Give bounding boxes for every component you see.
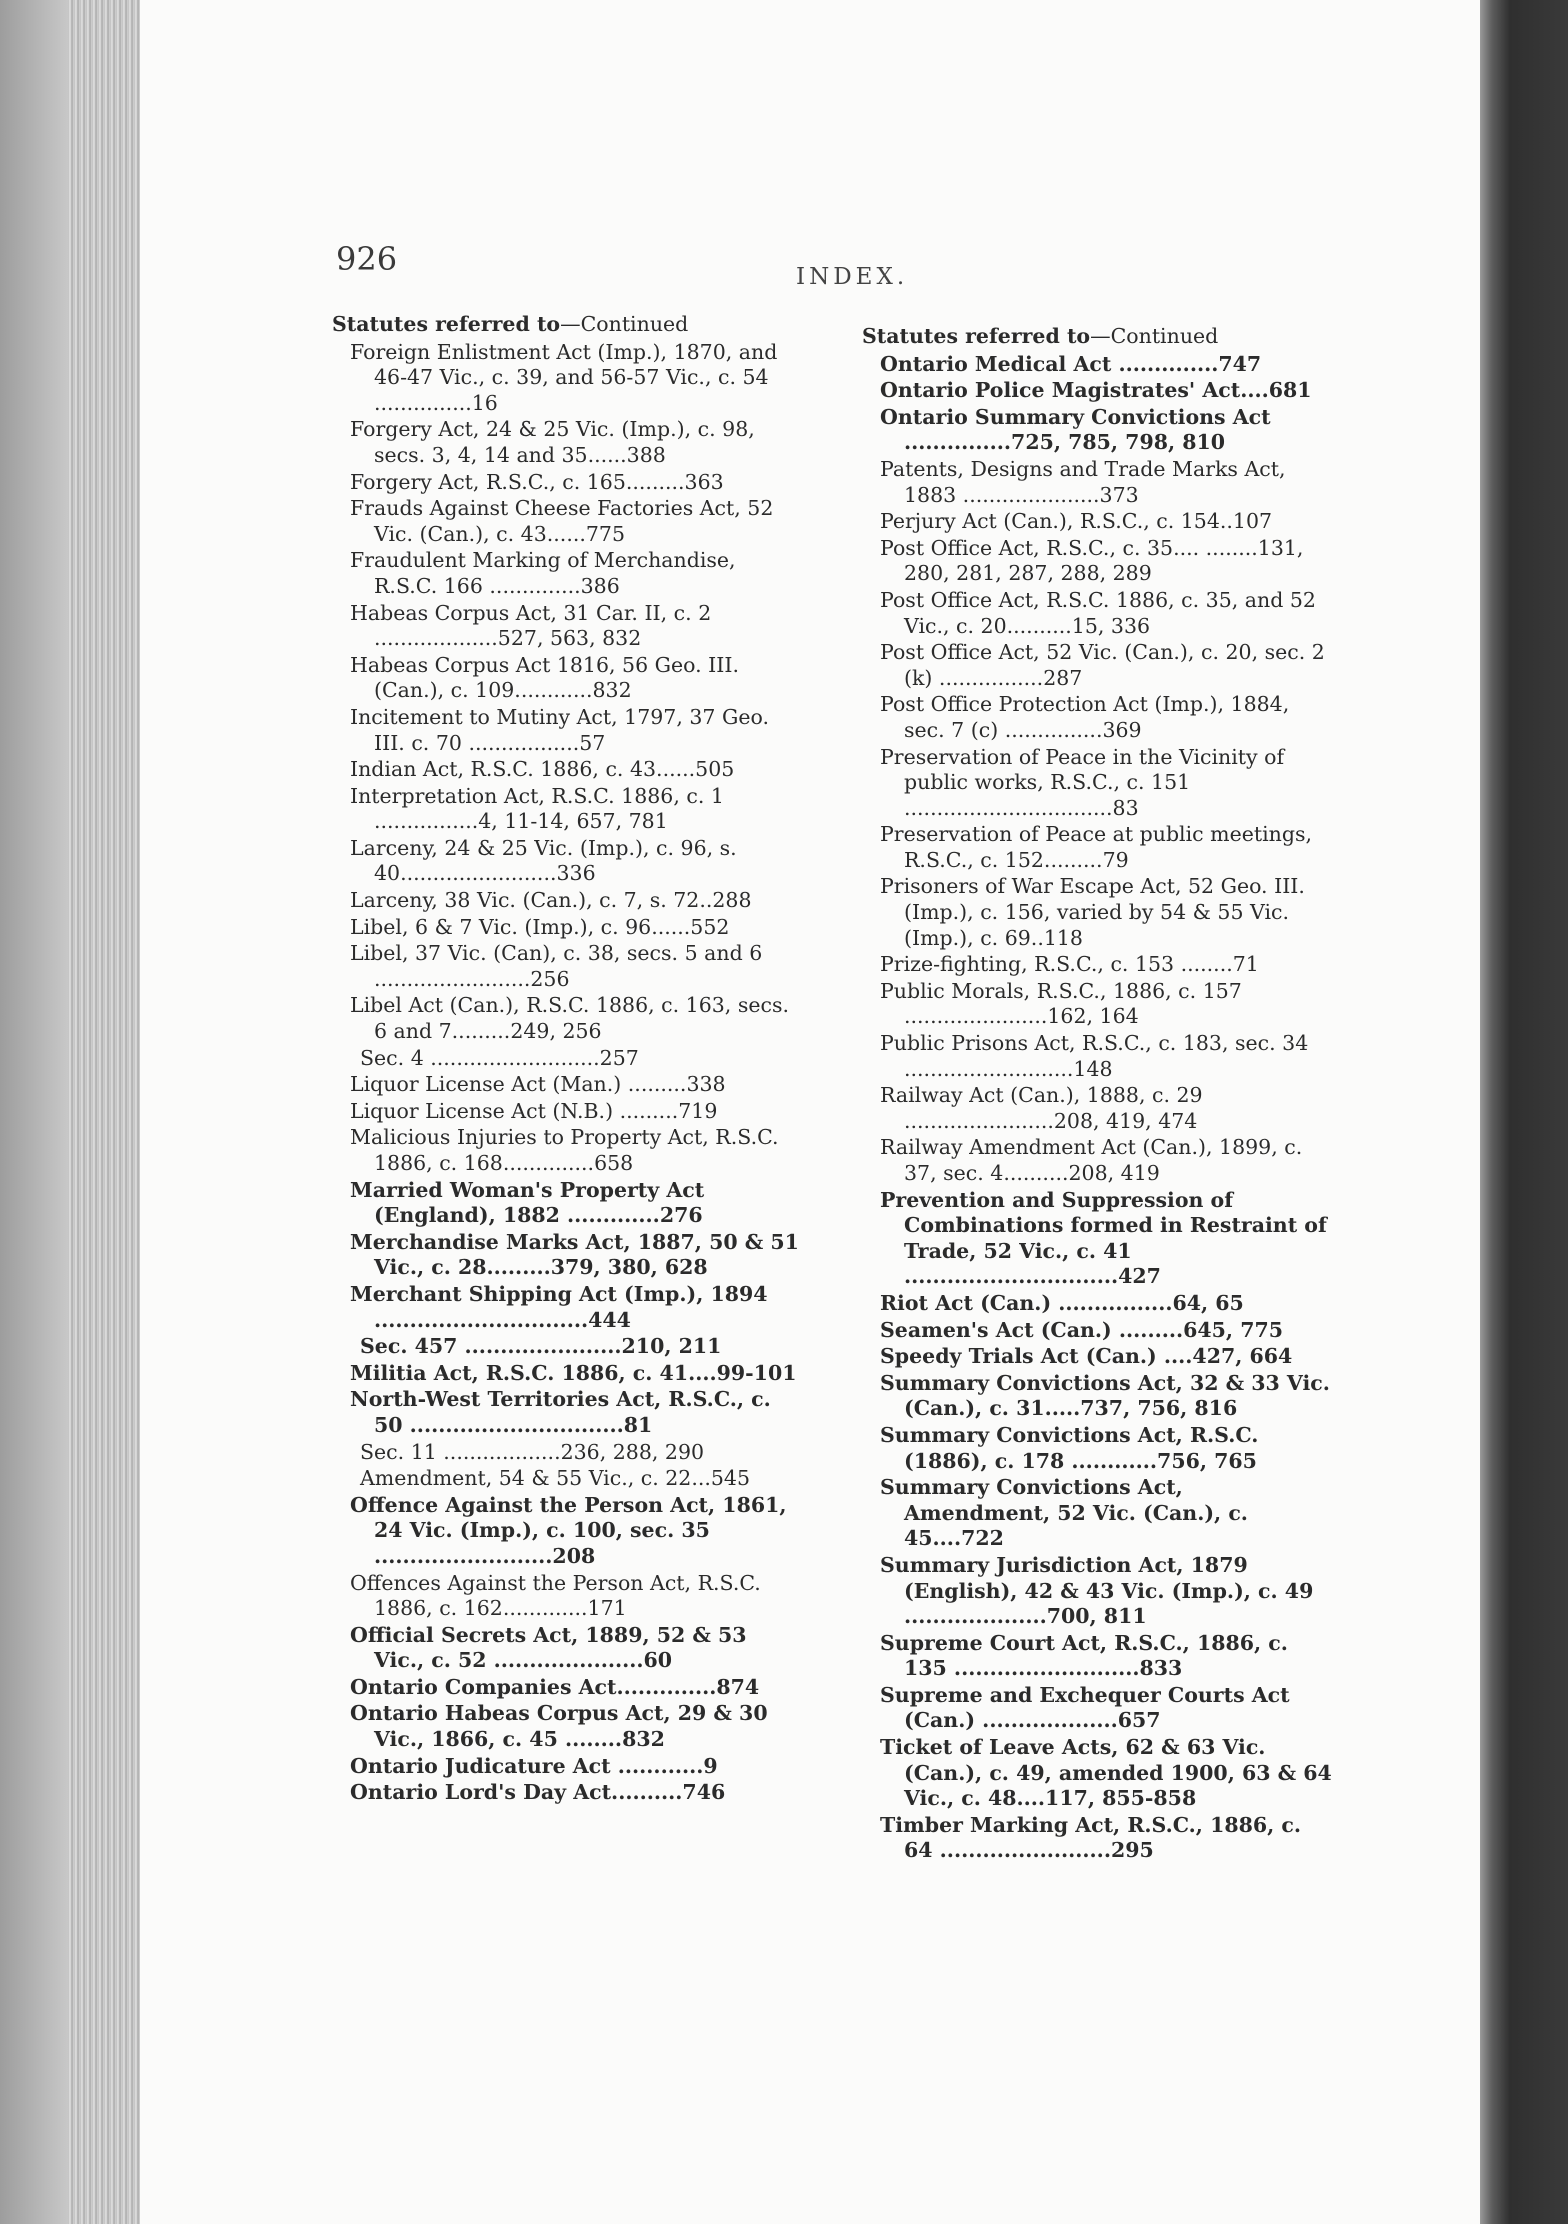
index-entry: Ontario Police Magistrates' Act....681 (880, 378, 1312, 403)
index-entry: Prize-fighting, R.S.C., c. 153 ........71 (880, 952, 1259, 977)
index-entry: Prevention and Suppression of Combinations formed in Restraint of Trade, 52 Vic., c. 41 ..............................427 (880, 1187, 1327, 1289)
index-entry: Merchandise Marks Act, 1887, 50 & 51 Vic., c. 28.........379, 380, 628 (350, 1229, 799, 1280)
index-entry: Ontario Lord's Day Act..........746 (350, 1780, 726, 1805)
index-subentry: Sec. 4 ..........................257 (360, 1045, 639, 1070)
index-entry: Preservation of Peace at public meetings, R.S.C., c. 152.........79 (880, 822, 1313, 872)
index-entry: Summary Convictions Act, 32 & 33 Vic. (Can.), c. 31.....737, 756, 816 (880, 1370, 1330, 1421)
index-entry: Post Office Act, R.S.C. 1886, c. 35, and 52 Vic., c. 20..........15, 336 (880, 587, 1316, 638)
index-entry: Militia Act, R.S.C. 1886, c. 41....99-101 (350, 1360, 797, 1385)
index-entry: Liquor License Act (Man.) .........338 (350, 1072, 726, 1097)
column-heading-continued: —Continued (1090, 324, 1219, 348)
index-entry: Married Woman's Property Act (England), 1882 .............276 (350, 1177, 705, 1228)
index-entry: Post Office Protection Act (Imp.), 1884, sec. 7 (c) ...............369 (880, 692, 1290, 742)
index-entry: Habeas Corpus Act 1816, 56 Geo. III. (Can.), c. 109............832 (350, 652, 739, 703)
index-entry: Public Morals, R.S.C., 1886, c. 157 ......................162, 164 (880, 978, 1242, 1029)
index-subentry: Amendment, 54 & 55 Vic., c. 22...545 (360, 1466, 751, 1491)
index-entry: Ticket of Leave Acts, 62 & 63 Vic. (Can.), c. 49, amended 1900, 63 & 64 Vic., c. 48....117, 855-858 (880, 1735, 1332, 1811)
index-entry: Preservation of Peace in the Vicinity of public works, R.S.C., c. 151 ................................83 (880, 744, 1285, 820)
index-entry: Post Office Act, R.S.C., c. 35.... ........131, 280, 281, 287, 288, 289 (880, 535, 1304, 586)
index-entry: Incitement to Mutiny Act, 1797, 37 Geo. III. c. 70 .................57 (350, 704, 769, 755)
index-entry: Ontario Judicature Act ............9 (350, 1753, 718, 1778)
index-entry: Prisoners of War Escape Act, 52 Geo. III. (Imp.), c. 156, varied by 54 & 55 Vic. (Imp.), c. 69..118 (880, 874, 1305, 950)
index-entry: Merchant Shipping Act (Imp.), 1894 ..............................444 (350, 1281, 768, 1332)
index-entry: Public Prisons Act, R.S.C., c. 183, sec. 34 ..........................148 (880, 1031, 1309, 1081)
index-entry: Libel, 6 & 7 Vic. (Imp.), c. 96......552 (350, 914, 730, 939)
column-heading (332, 312, 802, 338)
index-entry: Libel Act (Can.), R.S.C. 1886, c. 163, secs. 6 and 7.........249, 256 (350, 993, 790, 1044)
index-entry: Ontario Habeas Corpus Act, 29 & 30 Vic., 1866, c. 45 ........832 (350, 1701, 768, 1752)
index-entry: Supreme and Exchequer Courts Act (Can.) ...................657 (880, 1682, 1290, 1733)
index-entry: Larceny, 38 Vic. (Can.), c. 7, s. 72..288 (350, 888, 752, 913)
index-column-left (332, 312, 802, 1807)
index-entry: Liquor License Act (N.B.) .........719 (350, 1098, 718, 1123)
book-spine-edge (0, 0, 70, 2224)
index-subentry: Sec. 11 ..................236, 288, 290 (360, 1439, 705, 1464)
index-entry: Larceny, 24 & 25 Vic. (Imp.), c. 96, s. 40........................336 (350, 835, 737, 886)
running-head: INDEX. (796, 264, 909, 290)
index-entry: Ontario Medical Act ..............747 (880, 351, 1262, 376)
index-entry: Forgery Act, R.S.C., c. 165.........363 (350, 469, 724, 494)
index-entry: Indian Act, R.S.C. 1886, c. 43......505 (350, 757, 735, 782)
index-entry: Post Office Act, 52 Vic. (Can.), c. 20, sec. 2 (k) ................287 (880, 640, 1325, 690)
page-number: 926 (336, 240, 398, 278)
index-entry: Fraudulent Marking of Merchandise, R.S.C. 166 ..............386 (350, 548, 736, 598)
index-entry: Ontario Companies Act..............874 (350, 1674, 760, 1699)
index-entry: Offences Against the Person Act, R.S.C. 1886, c. 162.............171 (350, 1570, 761, 1621)
index-entry: Offence Against the Person Act, 1861, 24 Vic. (Imp.), c. 100, sec. 35 .........................208 (350, 1492, 787, 1568)
index-entry: Habeas Corpus Act, 31 Car. II, c. 2 ...................527, 563, 832 (350, 600, 712, 651)
index-entry: Interpretation Act, R.S.C. 1886, c. 1 ................4, 11-14, 657, 781 (350, 783, 724, 834)
index-entry: Summary Convictions Act, R.S.C. (1886), c. 178 ............756, 765 (880, 1422, 1259, 1473)
index-entry: Malicious Injuries to Property Act, R.S.C. 1886, c. 168..............658 (350, 1125, 779, 1175)
column-heading-text: Statutes referred to (332, 312, 561, 336)
index-entry: Libel, 37 Vic. (Can), c. 38, secs. 5 and 6 ........................256 (350, 941, 763, 991)
index-entry: Supreme Court Act, R.S.C., 1886, c. 135 ..........................833 (880, 1630, 1288, 1681)
index-entry: Railway Act (Can.), 1888, c. 29 .......................208, 419, 474 (880, 1083, 1203, 1133)
index-entry: Foreign Enlistment Act (Imp.), 1870, and 46-47 Vic., c. 39, and 56-57 Vic., c. 54 ...............16 (350, 339, 778, 415)
index-entry: Summary Jurisdiction Act, 1879 (English), 42 & 43 Vic. (Imp.), c. 49 ....................700, 811 (880, 1552, 1314, 1629)
index-entry: Speedy Trials Act (Can.) ....427, 664 (880, 1344, 1293, 1369)
index-entry: Riot Act (Can.) ................64, 65 (880, 1290, 1244, 1315)
index-entry: Official Secrets Act, 1889, 52 & 53 Vic., c. 52 .....................60 (350, 1622, 747, 1673)
index-subentry: Sec. 457 ......................210, 211 (360, 1334, 722, 1359)
column-heading-text: Statutes referred to (862, 324, 1091, 348)
index-entry: Patents, Designs and Trade Marks Act, 1883 .....................373 (880, 456, 1286, 507)
column-heading-continued: —Continued (560, 312, 689, 336)
index-entry: Summary Convictions Act, Amendment, 52 Vic. (Can.), c. 45....722 (880, 1475, 1248, 1551)
column-heading (862, 324, 1332, 350)
index-entry: Frauds Against Cheese Factories Act, 52 Vic. (Can.), c. 43......775 (350, 496, 774, 546)
index-entry: Ontario Summary Convictions Act ...............725, 785, 798, 810 (880, 404, 1271, 455)
page-stack-edge (68, 0, 150, 2224)
index-entry: Railway Amendment Act (Can.), 1899, c. 37, sec. 4..........208, 419 (880, 1135, 1303, 1185)
index-entry: North-West Territories Act, R.S.C., c. 50 ..............................81 (350, 1387, 771, 1437)
index-entry: Forgery Act, 24 & 25 Vic. (Imp.), c. 98, secs. 3, 4, 14 and 35......388 (350, 417, 755, 467)
facing-page-edge (1480, 0, 1568, 2224)
index-entry: Perjury Act (Can.), R.S.C., c. 154..107 (880, 509, 1273, 534)
index-column-right (862, 324, 1332, 1865)
index-entry: Timber Marking Act, R.S.C., 1886, c. 64 ........................295 (880, 1812, 1302, 1863)
index-entry: Seamen's Act (Can.) .........645, 775 (880, 1317, 1283, 1342)
